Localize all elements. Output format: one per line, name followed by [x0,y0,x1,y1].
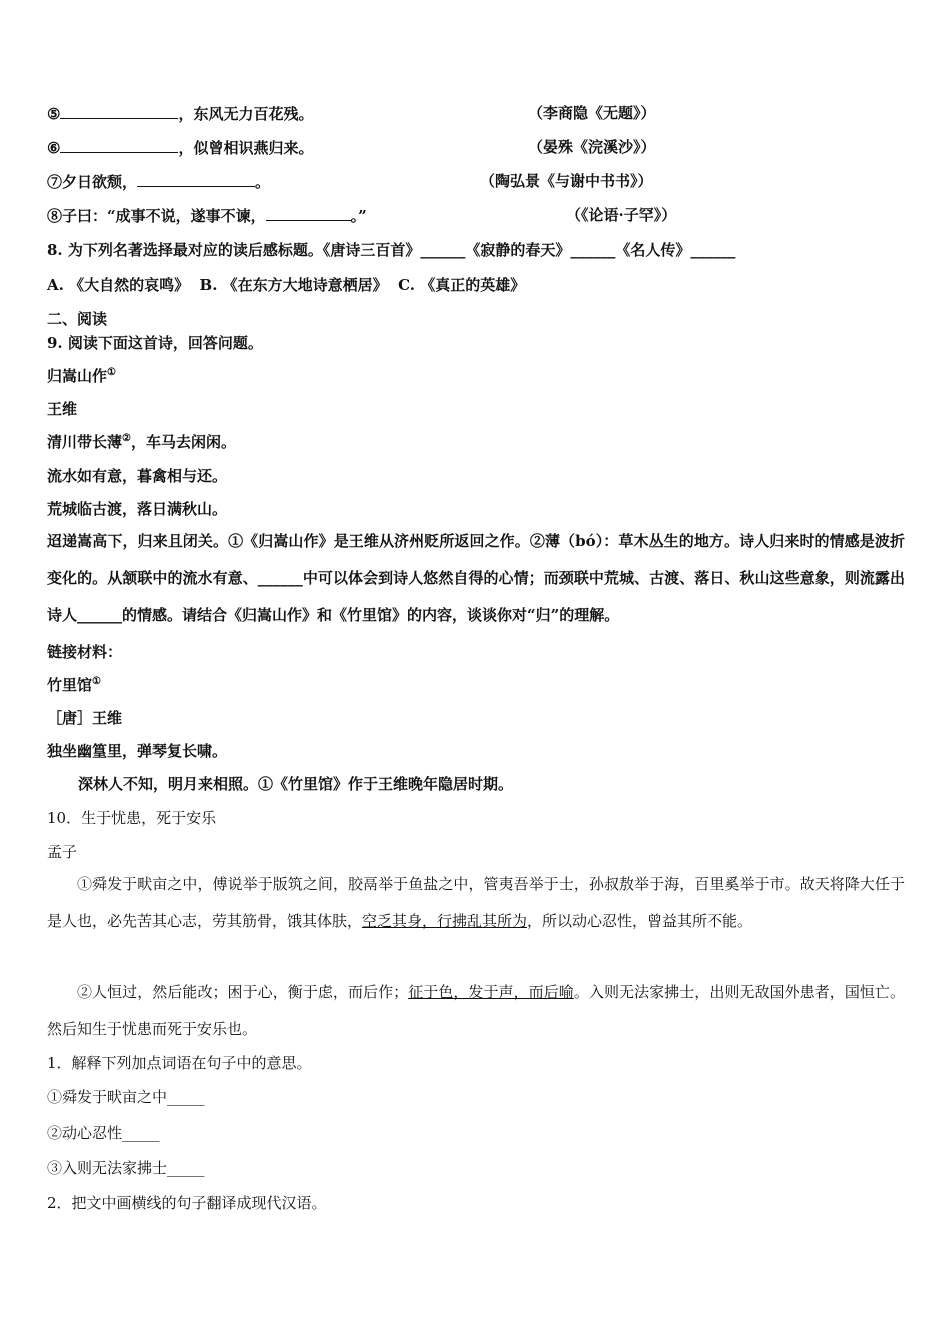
item-number: ⑧ [47,207,63,225]
link-poem-author: ［唐］王维 [47,709,123,727]
fill-item-5 [47,103,313,124]
underlined-sentence: 空乏其身，行拂乱其所为 [362,912,528,930]
fill-item-7-source: （陶弘景《与谢中书书》） [480,172,653,190]
link-label: 链接材料： [47,643,123,661]
item-number: ⑦ [47,173,63,191]
poem-title [47,366,116,386]
question-8-options: A. 《大自然的哀鸣》 B. 《在东方大地诗意栖居》 C. 《真正的英雄》 [47,276,526,294]
link-poem-title [47,675,101,695]
sub-question-2: 2．把文中画横线的句子翻译成现代汉语。 [47,1194,327,1212]
footnote-mark: ② [122,433,131,444]
poem-line-3: 荒城临古渡，落日满秋山。 [47,500,228,518]
fill-item-8-source: （《论语·子罕》） [566,206,677,224]
item-text: 子曰：“成事不说，遂事不谏， [62,207,266,225]
fill-item-6 [47,137,313,158]
answer-blank[interactable] [137,171,255,187]
item-text: 。 [255,173,271,191]
poem-line-1 [47,432,236,452]
poem-title-text: 归嵩山作 [47,367,108,385]
link-title-text: 竹里馆 [47,676,93,694]
passage-text: 。入则无法家拂士，出则无敌国外患者，国恒亡。然后知生于忧患而死于安乐也。 [47,983,905,1038]
footnote-mark: ① [107,367,116,378]
sub-question-1-item: ③入则无法家拂士_____ [47,1159,205,1177]
question-9-body: 迢递嵩高下，归来且闭关。①《归嵩山作》是王维从济州贬所返回之作。②薄（bó）：草木丛生的地方。诗人归来时的情感是波折变化的。从颔联中的流水有意、______中可以体会到诗人悠然自得的心情；而颈联中荒城、古渡、落日、秋山这些意象，则流露出诗人______的情感。请结合《归嵩山作》和《竹里馆》的内容，谈谈你对“归”的理解。 [47,532,905,624]
poem-line-text: ，车马去闲闲。 [130,433,236,451]
answer-blank[interactable] [266,205,351,221]
sub-question-1-item: ②动心忍性_____ [47,1124,160,1142]
sub-question-1: 1．解释下列加点词语在句子中的意思。 [47,1054,312,1072]
poem-line-2: 流水如有意，暮禽相与还。 [47,467,228,485]
section-heading: 二、阅读 [47,310,108,328]
passage-text: ，所以动心忍性，曾益其所不能。 [527,912,753,930]
poem-author: 王维 [47,400,78,418]
answer-blank[interactable] [60,103,178,119]
fill-item-8 [47,205,367,226]
poem-line-text: 清川带长薄 [47,433,123,451]
passage-paragraph-1 [47,866,905,940]
question-10-title: 10．生于忧患，死于安乐 [47,809,217,827]
question-9-title: 9. 阅读下面这首诗，回答问题。 [47,334,263,352]
question-10-author: 孟子 [47,843,78,861]
item-text: ，东风无力百花残。 [178,105,314,123]
question-8: 8. 为下列名著选择最对应的读后感标题。《唐诗三百首》______《寂静的春天》______《名人传》______ [47,241,736,259]
underlined-sentence: 征于色，发于声，而后喻 [408,983,574,1001]
fill-item-5-source: （李商隐《无题》） [528,104,656,122]
footnote-mark: ① [92,676,101,687]
passage-text: ①舜发于畎亩之中，傅说举于版筑之间，胶鬲举于鱼盐之中，管夷吾举于士，孙叔敖举于海，百里奚举于市。故天将降大任于是人也，必先苦其心志，劳其筋骨，饿其体肤， [47,875,905,930]
item-text: 。” [350,207,367,225]
item-text: ，似曾相识燕归来。 [178,139,314,157]
link-poem-line-1: 独坐幽篁里，弹琴复长啸。 [47,742,228,760]
sub-question-1-item: ①舜发于畎亩之中_____ [47,1088,205,1106]
passage-paragraph-2 [47,974,905,1048]
fill-item-6-source: （晏殊《浣溪沙》） [528,138,656,156]
item-text: 夕日欲颓， [62,173,138,191]
fill-item-7 [47,171,270,192]
passage-text: ②人恒过，然后能改；困于心，衡于虑，而后作； [77,983,409,1001]
link-poem-line-2: 深林人不知，明月来相照。①《竹里馆》作于王维晚年隐居时期。 [78,775,514,793]
item-number: ⑥ [47,139,61,157]
item-number: ⑤ [47,105,61,123]
answer-blank[interactable] [60,137,178,153]
